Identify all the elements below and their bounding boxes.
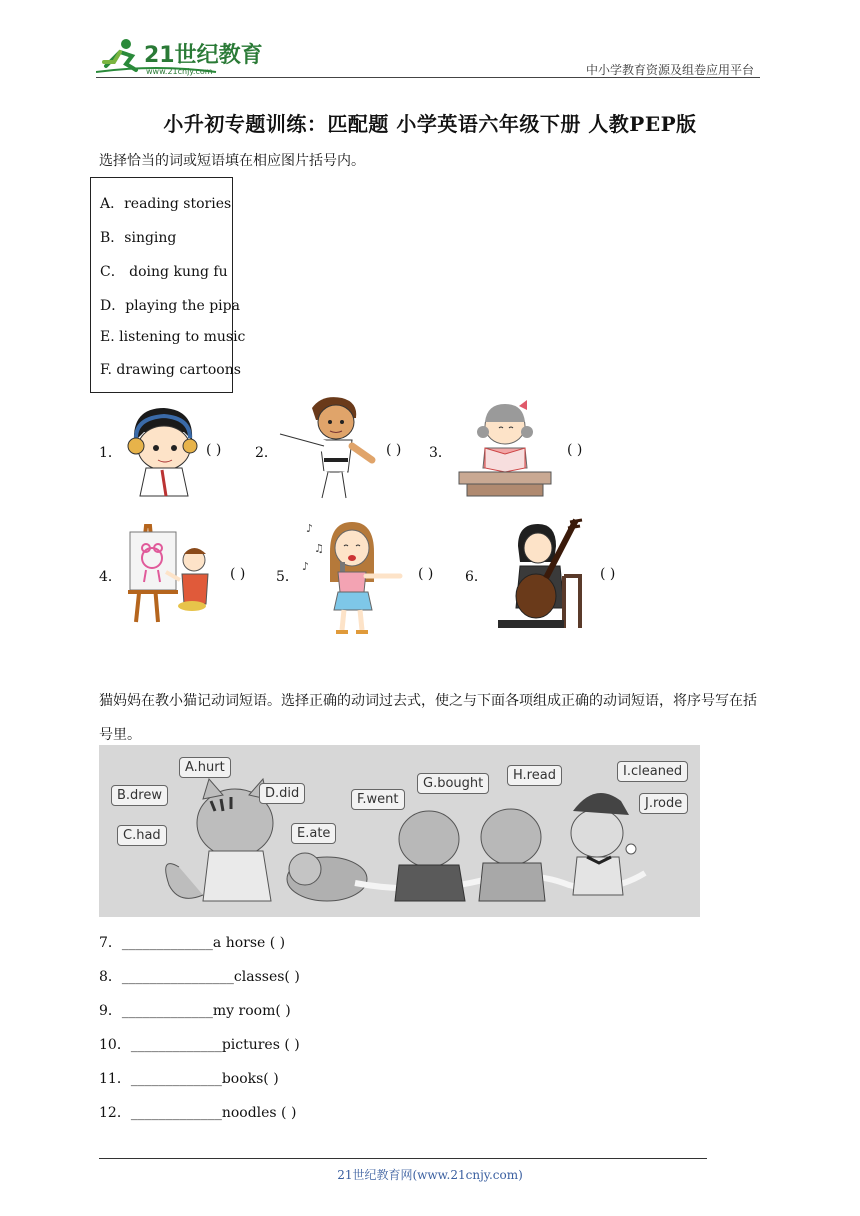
option-a: A．reading stories	[100, 196, 232, 212]
bubble-j-rode: J.rode	[639, 793, 688, 814]
item-6-blank[interactable]: ( )	[600, 566, 616, 582]
question-11[interactable]: 11．_____________books( )	[99, 1071, 279, 1087]
footer-divider	[99, 1158, 707, 1159]
header-platform-text: 中小学教育资源及组卷应用平台	[585, 63, 754, 77]
question-7[interactable]: 7．_____________a horse ( )	[99, 935, 286, 951]
bubble-f-went: F.went	[351, 789, 405, 810]
bubble-g-bought: G.bought	[417, 773, 489, 794]
item-1-blank[interactable]: ( )	[206, 442, 222, 458]
svg-text:♪: ♪	[302, 560, 310, 573]
page-title: 小升初专题训练：匹配题 小学英语六年级下册 人教PEP版	[163, 112, 697, 136]
item-3-number: 3．	[429, 445, 452, 461]
option-f: F. drawing cartoons	[100, 362, 241, 378]
header-divider	[96, 77, 760, 78]
logo-text: 21世纪教育	[144, 43, 263, 68]
item-4-number: 4．	[99, 569, 122, 585]
option-c: C． doing kung fu	[100, 264, 228, 280]
bubble-c-had: C.had	[117, 825, 167, 846]
item-5-number: 5．	[276, 569, 299, 585]
item-6-number: 6．	[465, 569, 488, 585]
question-12[interactable]: 12．_____________noodles ( )	[99, 1105, 297, 1121]
bubble-b-drew: B.drew	[111, 785, 168, 806]
logo-url: www.21cnjy.com	[146, 67, 213, 76]
svg-text:♪: ♪	[306, 522, 314, 535]
girl-singing-picture	[300, 512, 410, 636]
bubble-a-hurt: A.hurt	[179, 757, 231, 778]
runner-logo-icon	[96, 36, 266, 80]
bubble-h-read: H.read	[507, 765, 562, 786]
item-2-number: 2．	[255, 445, 278, 461]
girl-reading-picture	[455, 400, 555, 498]
site-logo	[96, 36, 266, 80]
question-9[interactable]: 9．_____________my room( )	[99, 1003, 291, 1019]
item-3-blank[interactable]: ( )	[567, 442, 583, 458]
bubble-e-ate: E.ate	[291, 823, 336, 844]
option-d: D．playing the pipa	[100, 298, 240, 314]
girl-drawing-picture	[122, 520, 212, 624]
cat-family-scene	[99, 745, 700, 917]
question-8[interactable]: 8．________________classes( )	[99, 969, 300, 985]
boy-headphones-picture	[124, 402, 200, 498]
girl-pipa-picture	[494, 516, 588, 630]
section2-instruction: 猫妈妈在教小猫记动词短语。选择正确的动词过去式，使之与下面各项组成正确的动词短语，将序号写在括号里。	[99, 693, 757, 743]
bubble-i-cleaned: I.cleaned	[617, 761, 688, 782]
item-2-blank[interactable]: ( )	[386, 442, 402, 458]
item-5-blank[interactable]: ( )	[418, 566, 434, 582]
question-10[interactable]: 10．_____________pictures ( )	[99, 1037, 300, 1053]
boy-kungfu-picture	[276, 394, 380, 504]
option-b: B．singing	[100, 230, 177, 246]
section1-instruction: 选择恰当的词或短语填在相应图片括号内。	[99, 153, 365, 169]
svg-text:♫: ♫	[314, 542, 324, 555]
item-1-number: 1．	[99, 445, 122, 461]
bubble-d-did: D.did	[259, 783, 305, 804]
option-e: E. listening to music	[100, 329, 246, 345]
footer-text[interactable]: 21世纪教育网(www.21cnjy.com)	[337, 1168, 523, 1182]
item-4-blank[interactable]: ( )	[230, 566, 246, 582]
